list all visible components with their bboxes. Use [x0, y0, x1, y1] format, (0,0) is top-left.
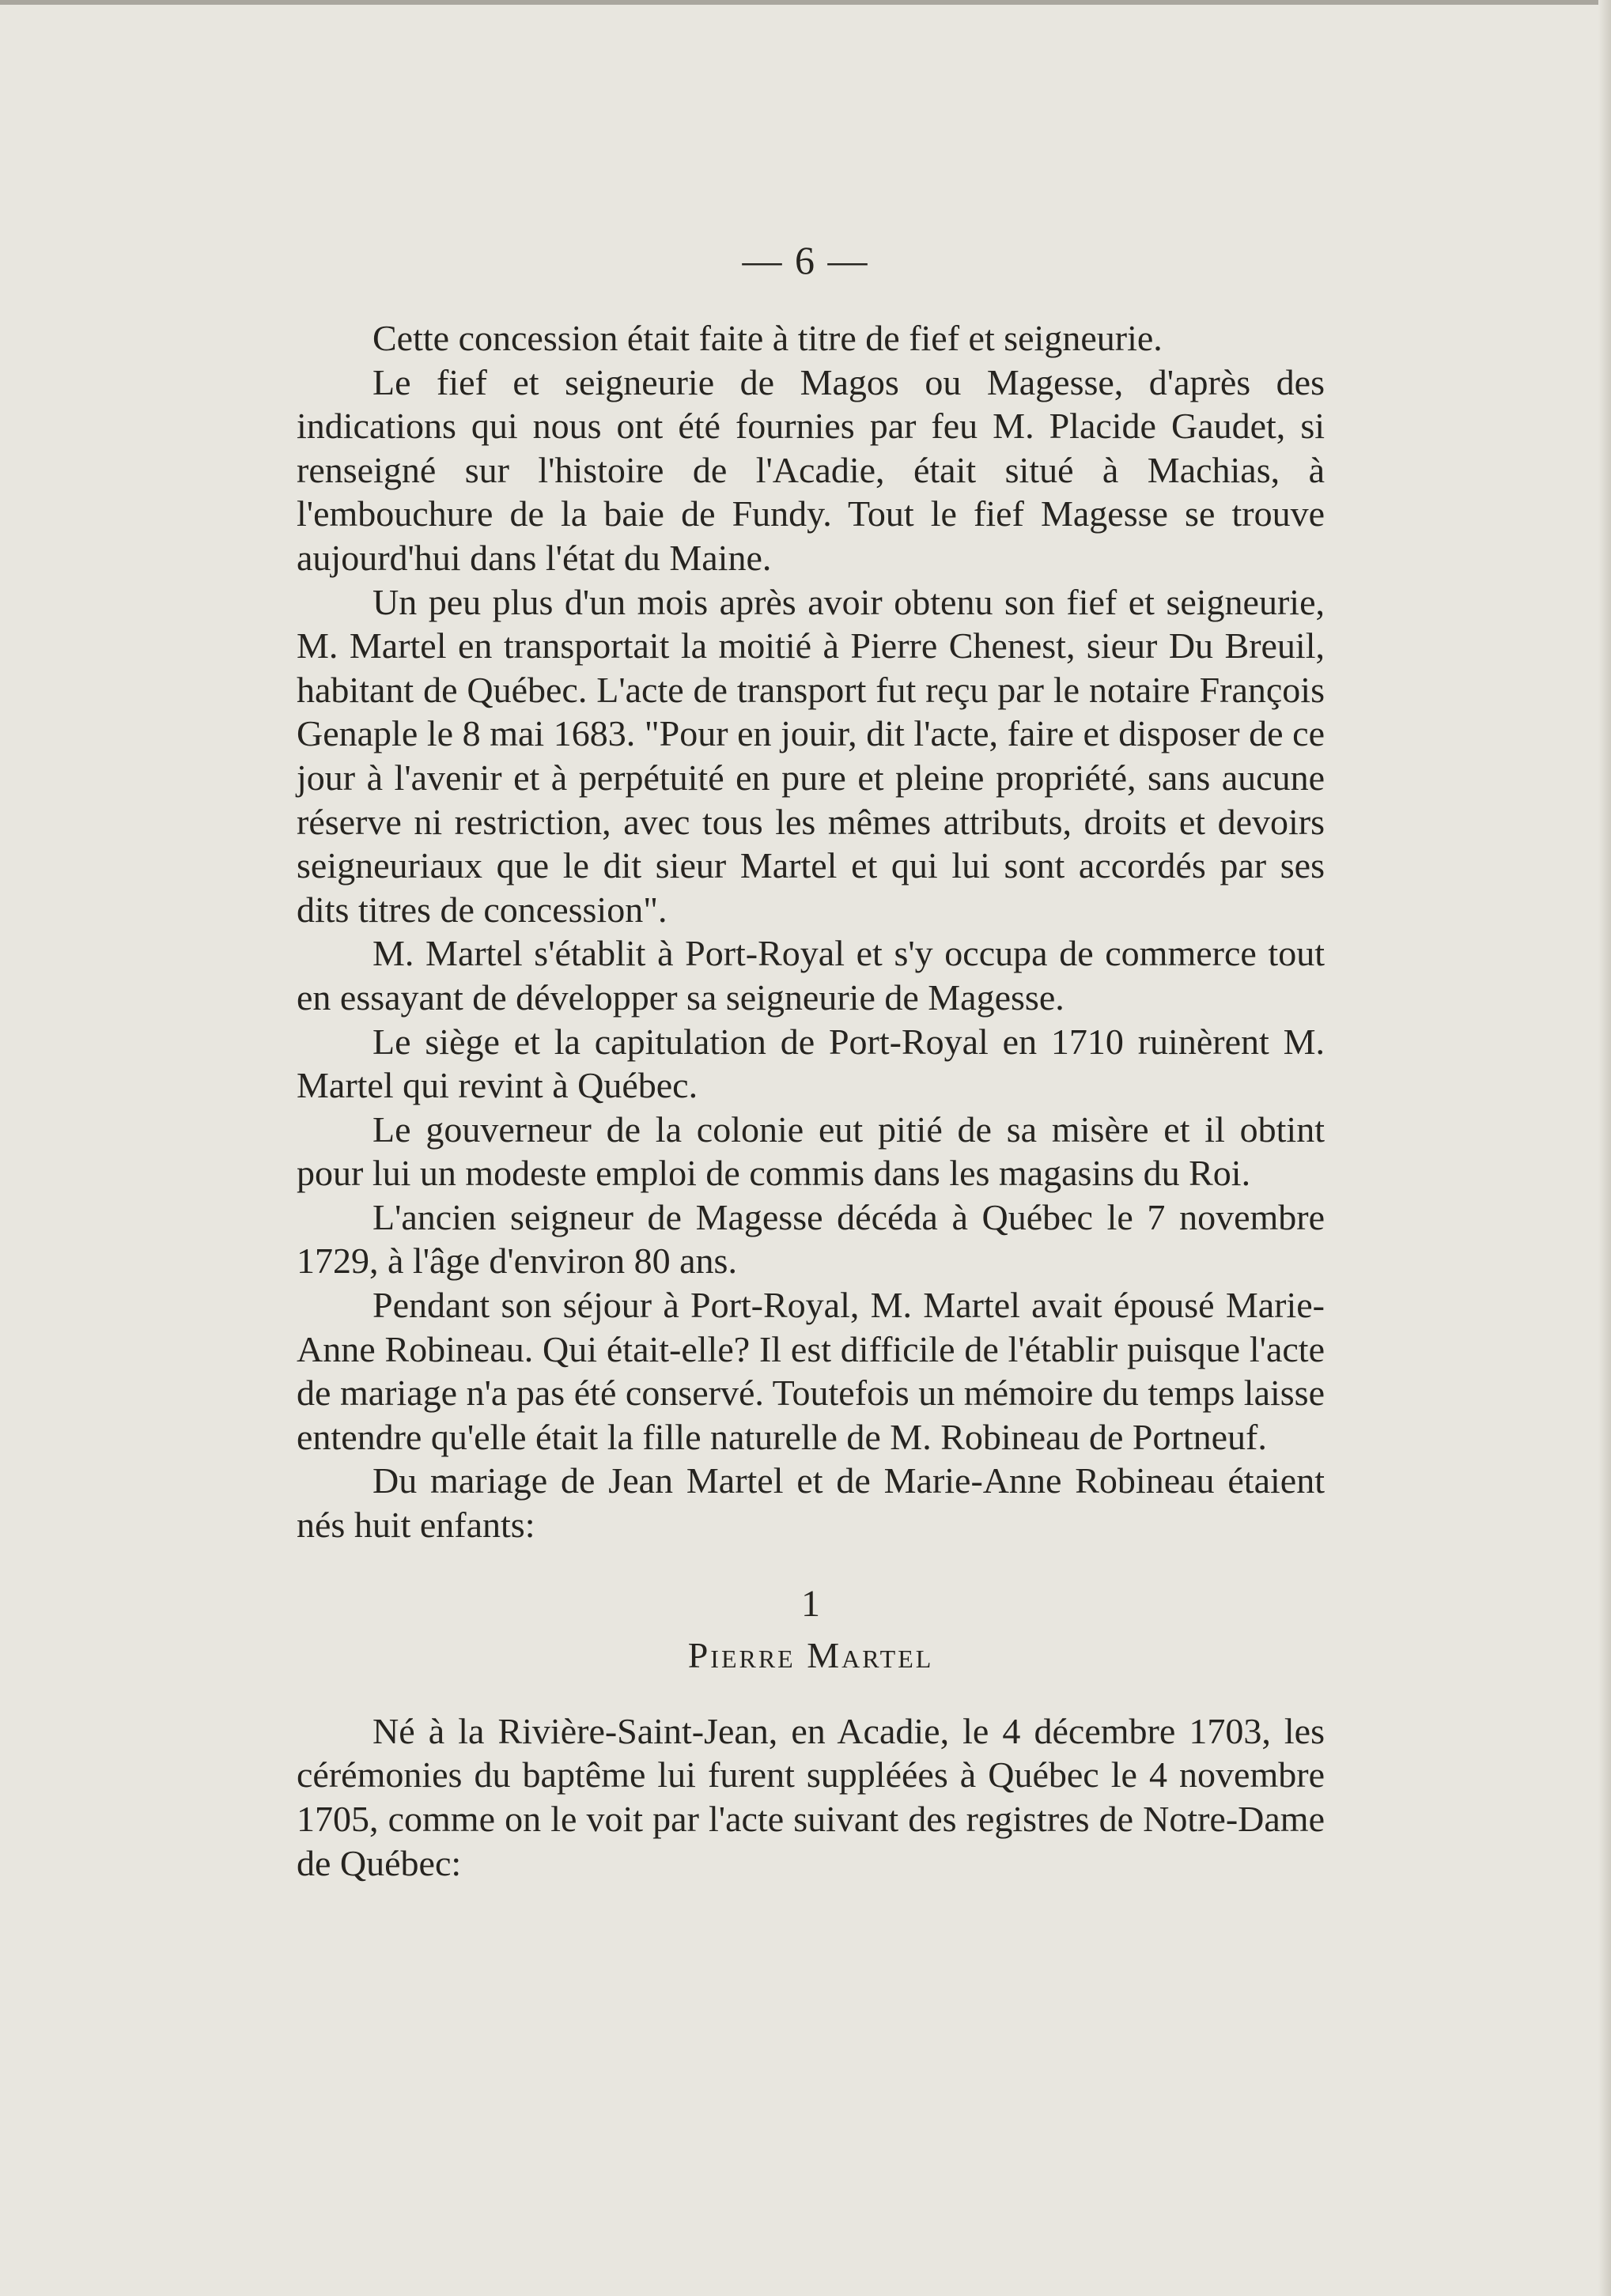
paragraph: Cette concession était faite à titre de fief et seigneurie. [372, 318, 1163, 358]
page-number: — 6 — [742, 238, 869, 282]
paragraph: Pendant son séjour à Port-Royal, M. Martel avait épousé Marie-Anne Robineau. Qui était-elle? Il est difficile de l'établir puisque l'acte de mariage n'a pas été conservé. Toutefois un mémoire du temps laisse entendre qu'elle était la fille naturelle de M. Robineau de Portneuf. [297, 1285, 1325, 1457]
paragraph: L'ancien seigneur de Magesse décéda à Québec le 7 novembre 1729, à l'âge d'environ 80 ans. [297, 1196, 1325, 1282]
page-top-edge [0, 0, 1611, 5]
paragraph: M. Martel s'établit à Port-Royal et s'y occupa de commerce tout en essayant de développer sa seigneurie de Magesse. [297, 933, 1325, 1018]
paragraph: Né à la Rivière-Saint-Jean, en Acadie, le 4 décembre 1703, les cérémonies du baptême lui furent suppléées à Québec le 4 novembre 1705, comme on le voit par l'acte suivant des registres de Notre-Dame de Québec: [297, 1710, 1325, 1883]
page-right-edge [1598, 0, 1611, 2296]
paragraph: Le fief et seigneurie de Magos ou Magesse, d'après des indications qui nous ont été fournies par feu M. Placide Gaudet, si renseigné sur l'histoire de l'Acadie, était situé à Machias, à l'embouchure de la baie de Fundy. Tout le fief Magesse se trouve aujourd'hui dans l'état du Maine. [297, 361, 1325, 578]
section-heading: Pierre Martel [687, 1635, 934, 1676]
section-number: 1 [801, 1582, 820, 1625]
paragraph: Un peu plus d'un mois après avoir obtenu son fief et seigneurie, M. Martel en transportait la moitié à Pierre Chenest, sieur Du Breuil, habitant de Québec. L'acte de transport fut reçu par le notaire François Genaple le 8 mai 1683. "Pour en jouir, dit l'acte, faire et disposer de ce jour à l'avenir et à perpétuité en pure et pleine propriété, sans aucune réserve ni restriction, avec tous les mêmes attributs, droits et devoirs seigneuriaux que le dit sieur Martel et qui lui sont accordés par ses dits titres de concession". [297, 581, 1325, 930]
paragraph: Le siège et la capitulation de Port-Royal en 1710 ruinèrent M. Martel qui revint à Québec. [297, 1021, 1325, 1106]
paragraph: Du mariage de Jean Martel et de Marie-Anne Robineau étaient nés huit enfants: [297, 1460, 1325, 1546]
body-text [297, 316, 1325, 1885]
paragraph: Le gouverneur de la colonie eut pitié de sa misère et il obtint pour lui un modeste emploi de commis dans les magasins du Roi. [297, 1108, 1325, 1194]
